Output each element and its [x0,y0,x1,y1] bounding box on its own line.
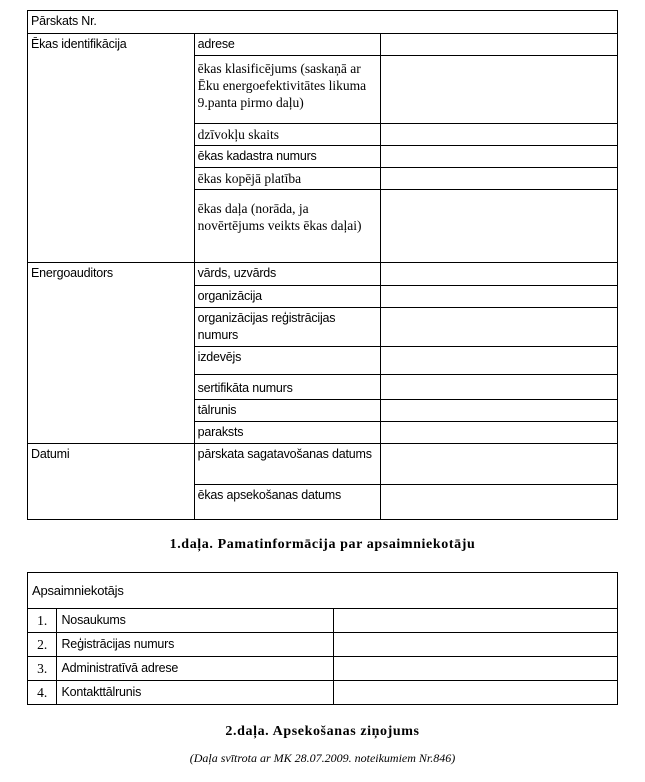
organization-value[interactable] [380,286,617,308]
owner-reg-number-value[interactable] [333,633,618,657]
section2-note: (Daļa svītrota ar MK 28.07.2009. noteikumiem Nr.846) [189,751,456,765]
row-number: 1. [28,609,57,633]
building-class-value[interactable] [380,56,617,124]
auditor-row-label: izdevējs [194,347,380,375]
signature-value[interactable] [380,422,617,444]
owner-phone-value[interactable] [333,681,618,705]
building-row-label: ēkas klasificējums (saskaņā ar Ēku energoefektivitātes likuma 9.panta pirmo daļu) [194,56,380,124]
auditor-row-label: tālrunis [194,400,380,422]
auditor-row-label: organizācija [194,286,380,308]
section2-heading: 2.daļa. Apsekošanas ziņojums [225,724,420,739]
certificate-number-value[interactable] [380,375,617,400]
auditor-row-label: sertifikāta numurs [194,375,380,400]
dates-row-label: ēkas apsekošanas datums [194,485,380,520]
building-id-label: Ēkas identifikācija [28,34,195,263]
auditor-row-label: vārds, uzvārds [194,263,380,286]
row-number: 4. [28,681,57,705]
row-number: 3. [28,657,57,681]
owner-row-label: Nosaukums [57,609,333,633]
section1-heading: 1.daļa. Pamatinformācija par apsaimniekotāju [169,537,476,552]
owner-address-value[interactable] [333,657,618,681]
report-date-value[interactable] [380,444,617,485]
report-number-label: Pārskats Nr. [28,11,618,34]
building-row-label: ēkas kadastra numurs [194,146,380,168]
building-row-label: ēkas kopējā platība [194,168,380,190]
dates-row-label: pārskata sagatavošanas datums [194,444,380,485]
organization-reg-number-value[interactable] [380,308,617,347]
owner-row-label: Kontakttālrunis [57,681,333,705]
owner-row-label: Administratīvā adrese [57,657,333,681]
dates-label: Datumi [28,444,195,520]
owner-table [27,572,618,705]
row-number: 2. [28,633,57,657]
auditor-label: Energoauditors [28,263,195,444]
owner-row-label: Reģistrācijas numurs [57,633,333,657]
cadastre-number-value[interactable] [380,146,617,168]
building-row-label: adrese [194,34,380,56]
building-row-label: ēkas daļa (norāda, ja novērtējums veikts ēkas daļai) [194,190,380,263]
apartment-count-value[interactable] [380,124,617,146]
building-part-value[interactable] [380,190,617,263]
building-address-value[interactable] [380,34,617,56]
phone-value[interactable] [380,400,617,422]
total-area-value[interactable] [380,168,617,190]
owner-table-title: Apsaimniekotājs [28,573,618,609]
report-table [27,10,618,520]
auditor-row-label: paraksts [194,422,380,444]
issuer-value[interactable] [380,347,617,375]
owner-name-value[interactable] [333,609,618,633]
auditor-row-label: organizācijas reģistrācijas numurs [194,308,380,347]
inspection-date-value[interactable] [380,485,617,520]
auditor-name-value[interactable] [380,263,617,286]
building-row-label: dzīvokļu skaits [194,124,380,146]
